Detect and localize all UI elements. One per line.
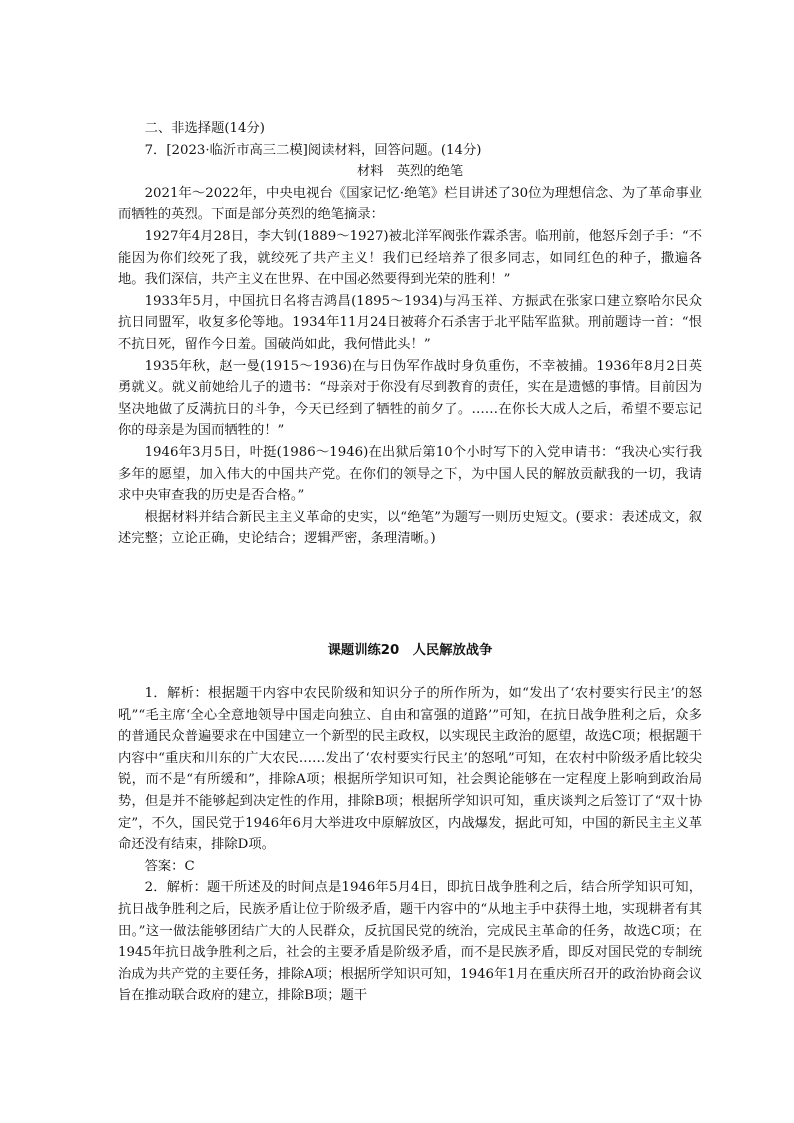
section-heading: 二、非选择题(14分)	[144, 121, 265, 136]
answer-1-analysis: 1．解析：根据题干内容中农民阶级和知识分子的所作所为，如“发出了‘农村要实行民主’的怒吼”“毛主席‘全心全意地领导中国走向独立、自由和富强的道路’”可知，在抗日战争胜利之后，众多的普通民众普遍要求在中国建立一个新型的民主政权，以实现民主政治的愿望，故选C项；根据题干内容中“重庆和川东的广大农民……发出了‘农村要实行民主’的怒吼”可知，在农村中阶级矛盾比较尖锐，而不是“有所缓和”，排除A项；根据所学知识可知，社会舆论能够在一定程度上影响到政治局势，但是并不能够起到决定性的作用，排除B项；根据所学知识可知，重庆谈判之后签订了“双十协定”，不久，国民党于1946年6月大举进攻中原解放区，内战爆发，据此可知，中国的新民主主义革命还没有结束，排除D项。	[118, 686, 702, 853]
material-paragraph: 1927年4月28日，李大钊(1889～1927)被北洋军阀张作霖杀害。临刑前，他怒斥刽子手：“不能因为你们绞死了我，就绞死了共产主义！我们已经培养了很多同志，如同红色的种子，撒遍各地。我们深信，共产主义在世界、在中国必然要得到光荣的胜利！”	[118, 228, 702, 288]
lesson-section	[118, 640, 702, 662]
question-instruction: 根据材料并结合新民主主义革命的史实，以“绝笔”为题写一则历史短文。(要求：表述成文，叙述完整；立论正确，史论结合；逻辑严密，条理清晰。)	[118, 509, 702, 547]
material-paragraph: 1933年5月，中国抗日名将吉鸿昌(1895～1934)与冯玉祥、方振武在张家口建立察哈尔民众抗日同盟军，收复多伦等地。1934年11月24日被蒋介石杀害于北平陆军监狱。刑前题诗一首：“恨不抗日死，留作今日羞。国破尚如此，我何惜此头！”	[118, 293, 702, 352]
answer-2-analysis: 2．解析：题干所述及的时间点是1946年5月4日，即抗日战争胜利之后，结合所学知识可知，抗日战争胜利之后，民族矛盾让位于阶级矛盾，题干内容中的“从地主手中获得土地，实现耕者有其田。”这一做法能够团结广大的人民群众，反抗国民党的统治，完成民主革命的任务，故选C项；在1945年抗日战争胜利之后，社会的主要矛盾是阶级矛盾，而不是民族矛盾，即反对国民党的专制统治成为共产党的主要任务，排除A项；根据所学知识可知，1946年1月在重庆所召开的政治协商会议旨在推动联合政府的建立，排除B项；题干	[118, 880, 702, 1004]
material-paragraph: 2021年～2022年，中央电视台《国家记忆·绝笔》栏目讲述了30位为理想信念、为了革命事业而牺牲的英烈。下面是部分英烈的绝笔摘录：	[118, 185, 702, 223]
question-section	[118, 118, 702, 550]
answer-1-key: 答案：C	[144, 858, 195, 874]
material-paragraph: 1935年秋，赵一曼(1915～1936)在与日伪军作战时身负重伤，不幸被捕。1936年8月2日英勇就义。就义前她给儿子的遗书：“母亲对于你没有尽到教育的责任，实在是遗憾的事情。目前因为坚决地做了反满抗日的斗争，今天已经到了牺牲的前夕了。……在你长大成人之后，希望不要忘记你的母亲是为国而牺牲的！”	[118, 358, 702, 439]
material-paragraph: 1946年3月5日，叶挺(1986～1946)在出狱后第10个小时写下的入党申请书：“我决心实行我多年的愿望，加入伟大的中国共产党。在你们的领导之下，为中国人民的解放贡献我的一切，我请求中央审查我的历史是否合格。”	[118, 444, 702, 504]
answers-section	[118, 683, 702, 1007]
lesson-title: 课题训练20 人民解放战争	[327, 643, 493, 658]
material-title: 材料 英烈的绝笔	[356, 164, 464, 180]
question-7-stem: 7．[2023·临沂市高三二模]阅读材料，回答问题。(14分)	[144, 142, 482, 158]
